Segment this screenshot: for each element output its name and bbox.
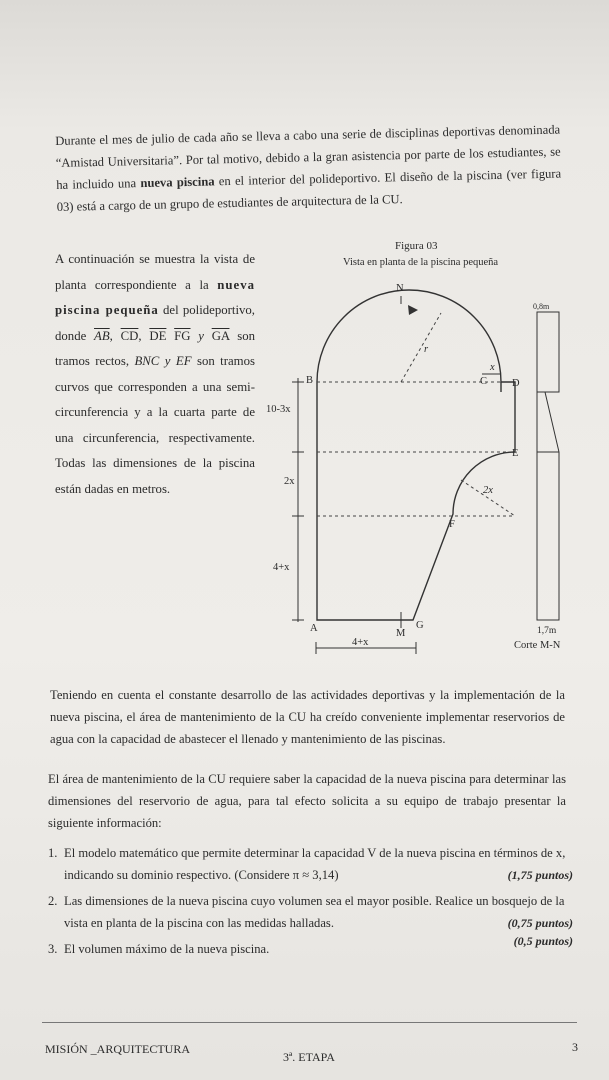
label-n: N bbox=[396, 283, 404, 294]
question-number: 3. bbox=[48, 942, 58, 956]
question-text: Las dimensiones de la nueva piscina cuyo volumen sea el mayor posible. Realice un bosquejo de la vista en planta de la piscina con las medidas halladas. bbox=[64, 894, 565, 930]
label-m: M bbox=[396, 628, 406, 639]
question-3 bbox=[48, 934, 573, 960]
page-number: 3 bbox=[572, 1040, 578, 1054]
question-number: 2. bbox=[48, 894, 58, 908]
label-c: C bbox=[480, 376, 488, 387]
segment-de: $\overline{DE}$ bbox=[149, 328, 167, 343]
desc-curves: BNC y EF bbox=[134, 354, 192, 368]
figure-subtitle: Vista en planta de la piscina pequeña bbox=[343, 257, 499, 268]
paragraph-2: Teniendo en cuenta el constante desarrollo de las actividades deportivas y la implementación de la nueva piscina, el área de mantenimiento de la CU ha creído conveniente implementar reservorios de agua con la capacidad de abastecer el llenado y mantenimiento de las piscinas. bbox=[50, 688, 565, 746]
desc-text-1: A continuación se muestra la vista de planta correspondiente a la bbox=[55, 252, 255, 292]
segment-fg: $\overline{FG}$ bbox=[174, 328, 191, 343]
question-text: El volumen máximo de la nueva piscina. bbox=[64, 942, 270, 956]
dim-bottom: 4+x bbox=[352, 637, 369, 648]
label-x: x bbox=[490, 362, 495, 373]
section-top bbox=[537, 312, 559, 392]
desc-text-4: son tramos curvos que corresponden a una semi-circunferencia y a la cuarta parte de una circunferencia, respectivamente. Todas las dimensiones de la piscina están dadas en metros. bbox=[55, 354, 255, 496]
label-e: E bbox=[512, 448, 519, 459]
label-a: A bbox=[310, 623, 318, 634]
segment-ga: $\overline{GA}$ bbox=[211, 328, 230, 343]
depth-top: 0,8m bbox=[533, 302, 550, 311]
label-f: F bbox=[449, 519, 455, 530]
footer-center: 3ª. ETAPA bbox=[283, 1050, 335, 1064]
desc-bold: nueva piscina pequeña bbox=[55, 277, 255, 317]
paragraph-3: El área de mantenimiento de la CU requiere saber la capacidad de la nueva piscina para determinar las dimensiones del reservorio de agua, para tal efecto solicita a su equipo de trabajo presentar la siguiente información: bbox=[48, 772, 566, 830]
question-2 bbox=[48, 890, 573, 934]
desc-y: y bbox=[190, 328, 212, 343]
label-g: G bbox=[416, 620, 424, 631]
desc-text-3: son tramos rectos, bbox=[55, 328, 255, 368]
desc-sep-1: , bbox=[109, 328, 121, 343]
question-points: (0,5 puntos) bbox=[513, 934, 573, 948]
dim-10-3x: 10-3x bbox=[266, 404, 291, 415]
intro-text-2: en el interior del polideportivo. El diseño de la piscina (ver figura 03) está a cargo de un grupo de estudiantes de arquitectura de la CU. bbox=[56, 166, 562, 214]
label-b: B bbox=[306, 375, 314, 386]
footer-left: MISIÓN _ARQUITECTURA bbox=[45, 1042, 190, 1056]
dim-4px: 4+x bbox=[273, 562, 290, 573]
figure-title: Figura 03 bbox=[395, 240, 438, 252]
desc-text-2: del polideportivo, donde bbox=[55, 303, 255, 343]
section-mn bbox=[537, 392, 559, 620]
depth-bottom: 1,7m bbox=[537, 626, 557, 636]
label-r: r bbox=[424, 344, 429, 355]
question-number: 1. bbox=[48, 846, 58, 860]
footer-divider bbox=[42, 1022, 577, 1023]
label-2x-radius: 2x bbox=[483, 485, 493, 496]
segment-cd: $\overline{CD}$ bbox=[120, 328, 139, 343]
intro-text-1: Durante el mes de julio de cada año se lleva a cabo una serie de disciplinas deportivas denominada “Amistad Universitaria”. Por tal motivo, debido a la gran asistencia por parte de los estudiantes, se ha incluido una bbox=[55, 122, 561, 192]
dim-2x: 2x bbox=[284, 476, 295, 487]
question-1 bbox=[48, 842, 573, 886]
arrow-left bbox=[408, 305, 418, 315]
question-text: El modelo matemático que permite determinar la capacidad V de la nueva piscina en términos de x, indicando su dominio respectivo. (Considere π ≈ 3,14) bbox=[64, 846, 566, 882]
pool-outline bbox=[317, 290, 515, 620]
radius-line bbox=[401, 313, 441, 382]
section-label: Corte M-N bbox=[514, 640, 561, 651]
question-points: (1,75 puntos) bbox=[507, 868, 573, 882]
segment-ab: $\overline{AB}$ bbox=[94, 328, 110, 343]
question-points: (0,75 puntos) bbox=[507, 916, 573, 930]
intro-bold: nueva piscina bbox=[140, 174, 215, 191]
question-list bbox=[48, 842, 573, 960]
desc-sep-2: , bbox=[138, 328, 150, 343]
label-d: D bbox=[512, 378, 520, 389]
